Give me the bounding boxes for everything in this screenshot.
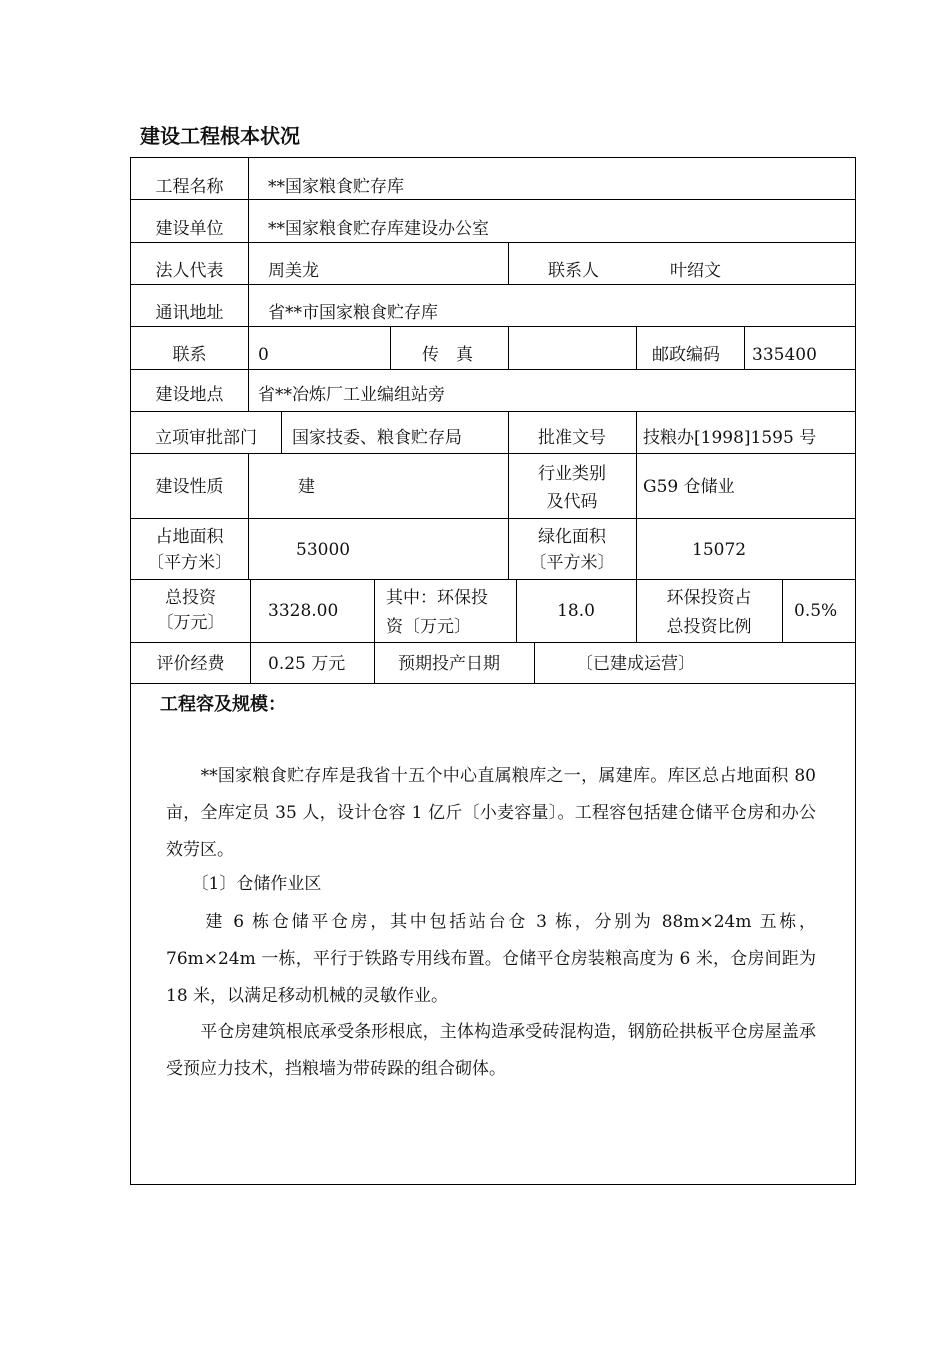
contact-value: 叶绍文 xyxy=(670,261,721,281)
col-divider xyxy=(281,411,282,453)
col-divider xyxy=(248,326,249,369)
contact-label: 联系人 xyxy=(548,261,599,281)
builder-value: **国家粮食贮存库建设办公室 xyxy=(268,219,489,239)
col-divider xyxy=(636,326,637,369)
postcode-label: 邮政编码 xyxy=(652,345,720,365)
ratio-label-2: 总投资比例 xyxy=(666,617,752,637)
date-value: 〔已建成运营〕 xyxy=(576,654,695,674)
content-paragraph: 建 6 栋仓储平仓房，其中包括站台仓 3 栋，分别为 88m×24m 五栋，76m×24m 一栋，平行于铁路专用线布置。仓储平仓房装粮高度为 6 米，仓房间距为 18 米，以满足移动机械的灵敏作业。 xyxy=(166,912,816,1006)
phone-value: 0 xyxy=(258,345,269,365)
phone-label: 联系 xyxy=(172,345,207,365)
approval-label: 立项审批部门 xyxy=(155,428,257,448)
env-invest-label-1: 其中：环保投 xyxy=(386,588,488,608)
fee-value: 0.25 万元 xyxy=(268,654,346,674)
industry-label-1: 行业类别 xyxy=(538,464,606,484)
env-invest-value: 18.0 xyxy=(557,601,595,621)
row-divider xyxy=(130,453,856,454)
row-divider xyxy=(130,518,856,519)
industry-label-2: 及代码 xyxy=(546,492,598,512)
col-divider xyxy=(508,242,509,284)
site-label: 建设地点 xyxy=(155,385,224,405)
col-divider xyxy=(248,453,249,579)
col-divider xyxy=(636,453,637,579)
nature-value: 建 xyxy=(298,477,315,497)
col-divider xyxy=(508,326,509,369)
date-label: 预期投产日期 xyxy=(398,654,500,674)
content-paragraph: 平仓房建筑根底承受条形根底，主体构造承受砖混构造，钢筋砼拱板平仓房屋盖承受预应力技术，挡粮墙为带砖跺的组合砌体。 xyxy=(166,1022,816,1079)
green-label-2: 〔平方米〕 xyxy=(529,553,615,573)
green-value: 15072 xyxy=(692,540,747,560)
col-divider xyxy=(534,642,535,683)
builder-label: 建设单位 xyxy=(155,219,224,239)
nature-label: 建设性质 xyxy=(155,477,224,497)
col-divider xyxy=(744,326,745,369)
site-value: 省**冶炼厂工业编组站旁 xyxy=(258,385,445,405)
legal-rep-value: 周美龙 xyxy=(268,261,319,281)
green-label-1: 绿化面积 xyxy=(538,527,606,547)
content-paragraph: 〔1〕仓储作业区 xyxy=(166,874,322,894)
row-divider xyxy=(130,683,856,684)
col-divider xyxy=(782,579,783,642)
col-divider xyxy=(248,369,249,411)
project-name-label: 工程名称 xyxy=(155,177,224,197)
row-divider xyxy=(130,411,856,412)
doc-label: 批准文号 xyxy=(538,428,606,448)
industry-value: G59 仓储业 xyxy=(643,477,735,497)
content-heading: 工程容及规模： xyxy=(160,694,286,715)
legal-rep-label: 法人代表 xyxy=(155,261,224,281)
investment-label-2: 〔万元〕 xyxy=(156,613,225,633)
approval-value: 国家技委、粮食贮存局 xyxy=(292,428,462,448)
page-title: 建设工程根本状况 xyxy=(140,124,300,148)
postcode-value: 335400 xyxy=(752,345,817,365)
address-label: 通讯地址 xyxy=(155,303,224,323)
fee-label: 评价经费 xyxy=(156,654,225,674)
row-divider xyxy=(130,369,856,370)
investment-value: 3328.00 xyxy=(268,601,339,621)
project-name-value: **国家粮食贮存库 xyxy=(268,177,404,197)
doc-value: 技粮办[1998]1595 号 xyxy=(643,428,817,448)
row-divider xyxy=(130,284,856,285)
area-value: 53000 xyxy=(296,540,351,560)
area-label-2: 〔平方米〕 xyxy=(147,553,232,573)
col-divider xyxy=(248,157,249,285)
row-divider xyxy=(130,642,856,643)
fax-label: 传 真 xyxy=(422,345,473,365)
row-divider xyxy=(130,579,856,580)
area-label-1: 占地面积 xyxy=(155,527,224,547)
ratio-label-1: 环保投资占 xyxy=(666,588,752,608)
ratio-value: 0.5% xyxy=(794,601,838,621)
col-divider xyxy=(248,284,249,326)
row-divider xyxy=(130,242,856,243)
col-divider xyxy=(250,579,251,683)
col-divider xyxy=(390,326,391,369)
content-paragraph: **国家粮食贮存库是我省十五个中心直属粮库之一，属建库。库区总占地面积 80 亩，全库定员 35 人，设计仓容 1 亿斤〔小麦容量〕。工程容包括建仓储平仓房和办公效劳区。 xyxy=(166,766,816,860)
col-divider xyxy=(636,411,637,453)
row-divider xyxy=(130,326,856,327)
investment-label-1: 总投资 xyxy=(165,588,216,608)
address-value: 省**市国家粮食贮存库 xyxy=(268,303,438,323)
env-invest-label-2: 资〔万元〕 xyxy=(386,617,471,637)
col-divider xyxy=(374,579,375,683)
